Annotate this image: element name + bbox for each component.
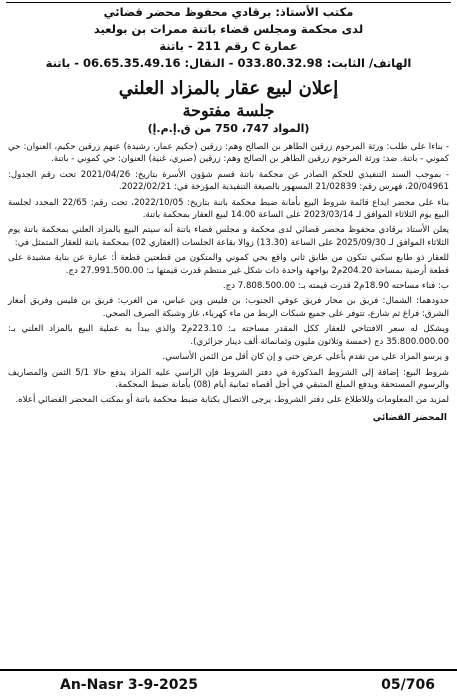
paragraph-highest-bid: و يرسو المزاد على من تقدم بأعلى عرض حتى و إن كان أقل من الثمن الأساسي. [162,352,449,363]
paragraph-conditions-deposit: بناء على محضر ايداع قائمة شروط البيع بأمانة ضبط محكمة باتنة بتاريخ: 2022/10/05، تحت رقم: 22/65 المحدد لجلسة البيع يوم الثلاثاء الموافق لـ 2023/03/14 على الساعة 14.00 لبيع العقار بمحكمة باتنة. [8,197,449,221]
contact-phones: الهاتف/ الثابت: 033.80.32.98 - النقال: 06.65.35.49.16 - باتنة [45,56,412,70]
session-title: جلسة مفتوحة [182,101,275,120]
announcement-title: إعلان لبيع عقار بالمزاد العلني [118,78,339,99]
publication-name-date: An-Nasr 3-9-2025 [60,677,198,693]
signature-label: المحضر القضائي [372,412,447,423]
publication-footer [0,669,457,699]
paragraph-sale-conditions: شروط البيع: إضافة إلى الشروط المذكورة في دفتر الشروط فإن الراسي عليه المزاد يدفع حالا 5/1 الثمن والمصاريف والرسوم المستحقة ويدفع المبلغ المتبقي في أجل أقصاه ثمانية أيام (08) بأمانة ضبط المحكمة. [8,367,449,390]
bailiff-header [6,4,451,72]
paragraph-more-info: لمزيد من المعلومات وللاطلاع على دفتر الشروط، يرجى الاتصال بكتابة ضبط محكمة باتنة أو بمكتب المحضر القضائي أعلاه. [15,395,449,406]
paragraph-courtyard: ب: فناء مساحته 18.90م2 قدرت قيمته بـ: 7.808.500.00 دج. [222,281,449,292]
court-name: لدى محكمة ومجلس قضاء باتنة ممرات بن بولعيد [93,22,364,36]
top-border [6,2,451,3]
paragraph-property-description: للعقار ذو طابع سكني تتكون من طابق ثاني واقع بحي كموني والمتكون من قطعتين قطعة أ: عبارة عن بناية مشيدة على قطعة أرضية بمساحة 204.20م2 بواجهة واحدة ذات شكل غير منتظم قدرت قيمتها بـ: 27.991.500.00 دج. [8,253,449,276]
announcement-body [6,141,451,407]
paragraph-opening-price: ويشكل له سعر الافتتاحي للعقار ككل المقدر مساحته بـ: 223.10م2 والذي يبدأ به عملية البيع بالمزاد العلني بـ: 35.800.000.00 دج (خمسة وثلاثون مليون وثمانمائة ألف دينار جزائري). [8,324,449,347]
paragraph-petitioners: - بناءا على طلب: ورثة المرحوم زرقين الطاهر بن الصالح وهم: زرقين (حكيم عمار، رشيدة) عنهم زرقين حكيم، العنوان: حي كموني - باتنة. ضد: ورثة المرحوم زرقين الطاهر بن الصالح وهم: زرقين (صبري، غنية) العنوان: حي كموني - باتنة. [8,142,449,165]
office-name: مكتب الأستاذ: برقادي محفوظ محضر قضائي [103,5,354,19]
office-address: عمارة C رقم 211 - باتنة [159,39,298,53]
paragraph-boundaries: حدودهما: الشمال: فريق بن مخار فريق عوفي الجنوب: بن فليس وبن عباس، من الغرب: فريق بن فليس وفريق أمغار الشرق: فراغ ثم شارع، تتوفر على جميع شبكات الربط من ماء كهرباء، غاز وشبكة الصرف الصحي. [8,296,449,319]
paragraph-sale-date: يعلن الأستاذ برقادي محفوظ محضر قضائي لدى محكمة و مجلس قضاء باتنة أنه سيتم البيع بالمزاد العلني بمحكمة باتنة يوم الثلاثاء الموافق لـ 2025/09/30 على الساعة (13.30) زوالا بقاعة الجلسات (العقاري 02) بمحكمة باتنة للعقار المتمثل في: [8,225,449,248]
paragraph-enforcement-title: - بموجب السند التنفيذي للحكم الصادر عن محكمة باتنة قسم شؤون الأسرة بتاريخ: 2021/04/26 تحت رقم الجدول: 20/04961، فهرس رقم: 21/02839 المسهور بالصيغة التنفيذية المؤرخة في: 2022/02/21. [8,169,449,193]
legal-articles: (المواد 747، 750 من ق.إ.م.إ) [147,122,310,135]
publication-reference: 05/706 [381,677,435,693]
